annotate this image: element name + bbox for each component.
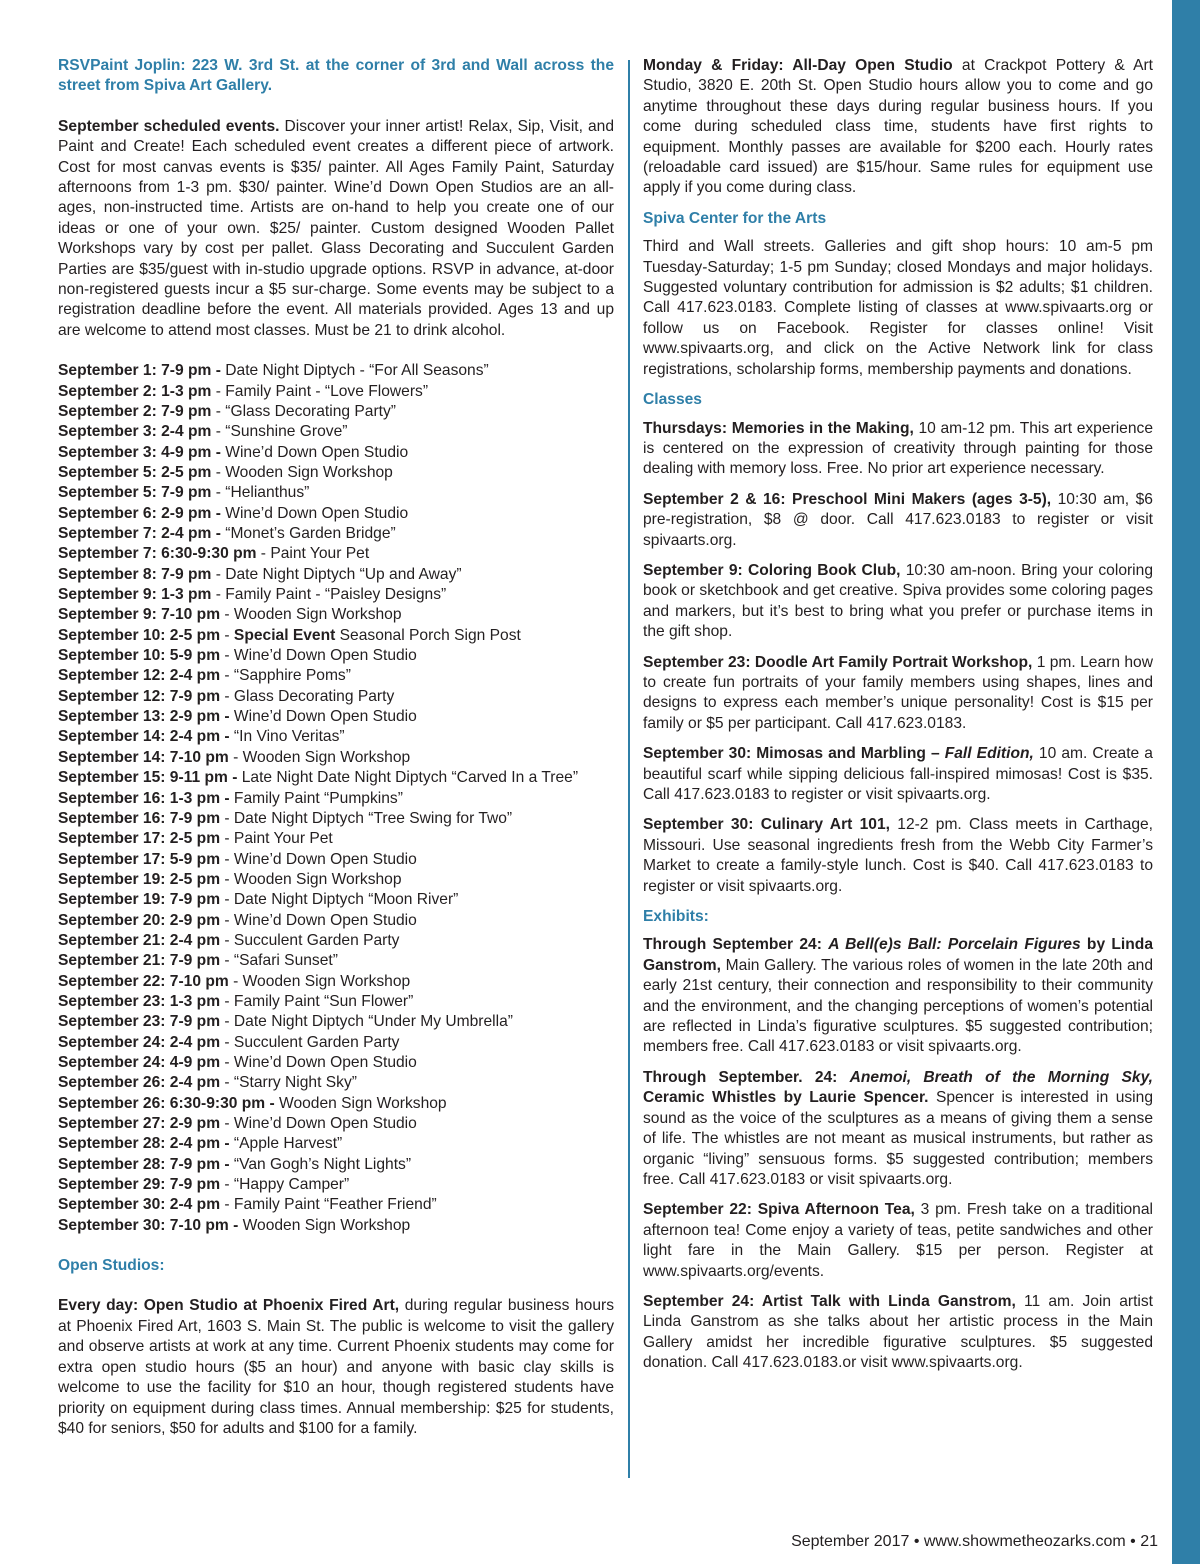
- schedule-desc: Late Night Date Night Diptych “Carved In a Tree”: [237, 769, 579, 787]
- schedule-item: [58, 585, 614, 605]
- exhibit-entry-text: 11 am. Join artist Linda Ganstrom as she talks about her artistic process in the Main Gallery amidst her incredible figurative sculptures. $5 suggested donation. Call 417.623.0183.or visit www.spivaarts.org.: [643, 1292, 1153, 1372]
- schedule-desc: - Family Paint “Sun Flower”: [220, 992, 414, 1010]
- schedule-date: September 7: 2-4 pm -: [58, 525, 221, 543]
- schedule-date: September 24: 2-4 pm: [58, 1033, 221, 1051]
- schedule-item: [58, 483, 614, 503]
- schedule-desc: “Monet’s Garden Bridge”: [220, 525, 396, 543]
- schedule-desc: “Van Gogh’s Night Lights”: [229, 1155, 412, 1173]
- schedule-desc: - Succulent Garden Party: [220, 931, 400, 949]
- schedule-item: [58, 1134, 614, 1154]
- schedule-date: September 17: 2-5 pm: [58, 830, 221, 848]
- schedule-item: [58, 463, 614, 483]
- schedule-date: September 3: 4-9 pm -: [58, 443, 221, 461]
- schedule-desc: - Wine’d Down Open Studio: [220, 850, 417, 868]
- class-entry-lead-italic: Fall Edition,: [944, 745, 1034, 763]
- schedule-date: September 20: 2-9 pm: [58, 911, 221, 929]
- schedule-item: [58, 605, 614, 625]
- schedule-date: September 12: 2-4 pm: [58, 667, 221, 685]
- schedule-item: [58, 809, 614, 829]
- class-entry-text: 10 am. Create a beautiful scarf while sipping delicious fall-inspired mimosas! Cost is $35. Call 417.623.0183 to register or visit spivaarts.org.: [643, 745, 1153, 803]
- schedule-desc: - Wooden Sign Workshop: [220, 870, 402, 888]
- intro-paragraph: [58, 117, 614, 341]
- exhibit-entry-text: Spencer is interested in using sound as the voice of the sculptures as a means of giving them a sense of life. The whistles are not meant as musical instruments, but rather as organic “living” sensuous forms. $5 suggested contribution; members free. Call 417.623.0183 or visit spivaarts.org.: [643, 1089, 1153, 1188]
- schedule-item: [58, 951, 614, 971]
- schedule-desc: “In Vino Veritas”: [229, 728, 345, 746]
- schedule-desc: - Wine’d Down Open Studio: [220, 1115, 417, 1132]
- exhibit-entry-lead: Through September. 24:: [643, 1068, 850, 1086]
- schedule-desc: Family Paint “Pumpkins”: [229, 789, 403, 807]
- schedule-date: September 14: 2-4 pm -: [58, 728, 230, 746]
- schedule-desc-bold: Special Event: [233, 626, 336, 644]
- schedule-desc: “Apple Harvest”: [229, 1135, 343, 1153]
- exhibit-entry: [643, 1292, 1153, 1374]
- intro-lead: September scheduled events.: [58, 117, 280, 135]
- schedule-item: [58, 382, 614, 402]
- page-footer: September 2017 • www.showmetheozarks.com • 21: [791, 1533, 1158, 1550]
- column-divider: [628, 60, 630, 1478]
- right-column: [643, 56, 1153, 1384]
- exhibits-list: [643, 935, 1153, 1373]
- schedule-item: [58, 1195, 614, 1215]
- schedule-desc: Wine’d Down Open Studio: [229, 708, 417, 726]
- schedule-item: [58, 870, 614, 890]
- schedule-item: [58, 850, 614, 870]
- spiva-paragraph: Third and Wall streets. Galleries and gift shop hours: 10 am-5 pm Tuesday-Saturday; 1-5 pm Sunday; closed Mondays and major holidays. Suggested voluntary contribution for admission is $2 adults; $1 children. Call 417.623.0183. Complete listing of classes at www.spivaarts.org or follow us on Facebook. Register for classes online! Visit www.spivaarts.org, and click on the Active Network link for class registrations, scholarship forms, membership payments and donations.: [643, 238, 1153, 378]
- schedule-date: September 9: 7-10 pm: [58, 606, 221, 624]
- schedule-item: [58, 768, 614, 788]
- schedule-desc: - Glass Decorating Party: [220, 687, 395, 705]
- schedule-date: September 16: 7-9 pm: [58, 809, 221, 827]
- class-entry-text: 10:30 am-noon. Bring your coloring book or sketchbook and get creative. Spiva provides some coloring pages and markers, but it’s best to bring what you prefer or purchase items in the gift shop.: [643, 561, 1153, 641]
- schedule-item: [58, 748, 614, 768]
- crackpot-text: at Crackpot Pottery & Art Studio, 3820 E. 20th St. Open Studio hours allow you to come and go anytime throughout these days during regular business hours. If you come during scheduled class time, students have first rights to equipment. Monthly passes are available for $200 each. Hourly rates (reloadable card issued) are $15/hour. Same rules for equipment use apply if you come during class.: [643, 57, 1154, 197]
- schedule-item: [58, 727, 614, 747]
- exhibit-entry-lead-cont: by Linda Ganstrom,: [643, 936, 1153, 974]
- crackpot-paragraph: [643, 56, 1153, 199]
- class-entry-text: 10 am-12 pm. This art experience is centered on the expression of creativity through painting for those dealing with memory loss. Free. No prior art experience necessary.: [643, 419, 1153, 478]
- exhibit-entry-lead-italic: A Bell(e)s Ball: Porcelain Figures: [828, 936, 1081, 954]
- exhibit-entry-lead-cont: Ceramic Whistles by Laurie Spencer.: [643, 1089, 929, 1107]
- exhibit-entry: [643, 1200, 1153, 1282]
- schedule-item: [58, 1033, 614, 1053]
- schedule-date: September 3: 2-4 pm: [58, 423, 212, 441]
- schedule-date: September 26: 6:30-9:30 pm -: [58, 1094, 275, 1112]
- schedule-item: [58, 402, 614, 422]
- schedule-item: [58, 1175, 614, 1195]
- schedule-desc: - Date Night Diptych “Tree Swing for Two”: [220, 809, 513, 827]
- schedule-desc: - Date Night Diptych “Under My Umbrella”: [220, 1013, 513, 1031]
- schedule-date: September 9: 1-3 pm: [58, 586, 212, 604]
- class-entry: [643, 653, 1153, 735]
- schedule-desc: - Wooden Sign Workshop: [220, 606, 402, 624]
- schedule-item: [58, 361, 614, 381]
- schedule-item: [58, 1012, 614, 1032]
- schedule-date: September 15: 9-11 pm -: [58, 769, 238, 787]
- schedule-item: [58, 422, 614, 442]
- schedule-date: September 17: 5-9 pm: [58, 850, 221, 868]
- schedule-item: [58, 646, 614, 666]
- schedule-date: September 24: 4-9 pm: [58, 1053, 221, 1071]
- intro-text: Discover your inner artist! Relax, Sip, Visit, and Paint and Create! Each scheduled event creates a different piece of artwork. Cost for most canvas events is $35/ painter. All Ages Family Paint, Saturday afternoons from 1-3 pm. $30/ painter. Wine’d Down Open Studios are an all-ages, non-instructed time. Artists are on-hand to help you create one of our ideas or one of your own. $25/ painter. Custom designed Wooden Pallet Workshops vary by cost per pallet. Glass Decorating and Succulent Garden Parties are $35/guest with in-studio upgrade options. RSVP in advance, at-door non-registered guests incur a $5 sur-charge. Some events may be subject to a registration deadline before the event. All materials provided. Ages 13 and up are welcome to attend most classes. Must be 21 to drink alcohol.: [58, 117, 615, 339]
- class-entry-text: 12-2 pm. Class meets in Carthage, Missouri. Use seasonal ingredients fresh from the Webb City Farmer’s Market to create a family-style lunch. Cost is $40. Call 417.623.0183 to register or visit spivaarts.org.: [643, 816, 1153, 895]
- schedule-date: September 27: 2-9 pm: [58, 1115, 221, 1132]
- schedule-desc: Date Night Diptych - “For All Seasons”: [220, 362, 489, 380]
- schedule-item: [58, 1155, 614, 1175]
- schedule-date: September 2: 1-3 pm: [58, 382, 212, 400]
- phoenix-text: during regular business hours at Phoenix Fired Art, 1603 S. Main St. The public is welcome to visit the gallery and observe artists at work at any time. Current Phoenix students may come for extra open studio hours ($5 an hour) and anyone with basic clay skills is welcome to use the facility for $10 an hour, though registered students have priority on equipment during class times. Annual membership: $25 for students, $40 for seniors, $50 for adults and $100 for a family.: [58, 1297, 614, 1437]
- schedule-date: September 6: 2-9 pm -: [58, 504, 221, 522]
- exhibit-entry-lead: Through September 24:: [643, 936, 829, 954]
- schedule-desc: - Family Paint - “Paisley Designs”: [211, 586, 447, 604]
- schedule-item: [58, 789, 614, 809]
- left-column: [58, 56, 614, 1439]
- schedule-desc: Wine’d Down Open Studio: [220, 443, 409, 461]
- schedule-date: September 8: 7-9 pm: [58, 565, 212, 583]
- phoenix-paragraph: [58, 1296, 614, 1439]
- schedule-date: September 21: 7-9 pm: [58, 952, 221, 970]
- schedule-date: September 26: 2-4 pm: [58, 1074, 221, 1092]
- schedule-item: [58, 1114, 614, 1134]
- schedule-date: September 29: 7-9 pm: [58, 1176, 221, 1194]
- schedule-desc: - Family Paint “Feather Friend”: [220, 1196, 437, 1214]
- class-entry-lead: September 30: Culinary Art 101,: [643, 816, 890, 834]
- class-entry: [643, 744, 1153, 805]
- schedule-desc: - “Starry Night Sky”: [220, 1074, 357, 1092]
- schedule-item: [58, 544, 614, 564]
- schedule-desc: - Wooden Sign Workshop: [228, 972, 411, 990]
- schedule-item: [58, 911, 614, 931]
- schedule-desc: - Wine’d Down Open Studio: [220, 911, 417, 929]
- schedule-item: [58, 443, 614, 463]
- schedule-desc: - Date Night Diptych “Moon River”: [220, 891, 459, 909]
- schedule-date: September 5: 2-5 pm: [58, 464, 212, 481]
- schedule-desc: -: [220, 626, 234, 644]
- schedule-desc: - Wooden Sign Workshop: [211, 464, 393, 481]
- schedule-desc: - Wooden Sign Workshop: [228, 748, 411, 766]
- class-entry-lead: September 23: Doodle Art Family Portrait Workshop,: [643, 653, 1033, 671]
- exhibit-entry-lead: September 22: Spiva Afternoon Tea,: [643, 1201, 915, 1219]
- schedule-date: September 1: 7-9 pm -: [58, 362, 221, 380]
- schedule-item: [58, 687, 614, 707]
- side-color-band: [1172, 0, 1200, 1564]
- schedule-desc: - Succulent Garden Party: [220, 1033, 400, 1051]
- venue-heading: RSVPaint Joplin: 223 W. 3rd St. at the corner of 3rd and Wall across the street from Spiva Art Gallery.: [58, 57, 614, 95]
- class-entry-lead: September 2 & 16: Preschool Mini Makers (ages 3-5),: [643, 490, 1052, 508]
- schedule-item: [58, 1053, 614, 1073]
- crackpot-lead: Monday & Friday: All-Day Open Studio: [643, 57, 953, 74]
- exhibit-entry-text: Main Gallery. The various roles of women in the late 20th and early 21st century, their connection and responsibility to their community and the environment, and the changing perceptions of women’s potential are reflected in Linda’s figurative sculptures. $5 suggested contribution; members free. Call 417.623.0183 or visit spivaarts.org.: [643, 956, 1153, 1056]
- schedule-desc: Wooden Sign Workshop: [238, 1216, 411, 1234]
- schedule-date: September 19: 2-5 pm: [58, 870, 221, 888]
- schedule-list: [58, 361, 614, 1236]
- schedule-date: September 30: 7-10 pm -: [58, 1216, 239, 1234]
- schedule-item: [58, 524, 614, 544]
- exhibit-entry-lead-italic: Anemoi, Breath of the Morning Sky,: [849, 1068, 1153, 1086]
- classes-heading: Classes: [643, 391, 702, 409]
- schedule-desc: - “Helianthus”: [211, 484, 310, 502]
- schedule-item: [58, 626, 614, 646]
- schedule-date: September 10: 2-5 pm: [58, 626, 221, 644]
- schedule-date: September 13: 2-9 pm -: [58, 708, 230, 726]
- schedule-date: September 28: 7-9 pm -: [58, 1155, 230, 1173]
- schedule-date: September 7: 6:30-9:30 pm: [58, 545, 257, 563]
- class-entry-text: 1 pm. Learn how to create fun portraits of your family members using shapes, lines and designs to express each member’s unique personality! Cost is $15 per family or $5 per participant. Call 417.623.0183.: [643, 653, 1153, 732]
- class-entry-text: 10:30 am, $6 pre-registration, $8 @ door. Call 417.623.0183 to register or visit spivaarts.org.: [643, 490, 1153, 549]
- class-entry-lead: Thursdays: Memories in the Making,: [643, 419, 914, 437]
- class-entry: [643, 490, 1153, 551]
- spiva-heading: Spiva Center for the Arts: [643, 209, 827, 227]
- schedule-date: September 14: 7-10 pm: [58, 748, 229, 766]
- schedule-date: September 30: 2-4 pm: [58, 1196, 221, 1214]
- schedule-item: [58, 1216, 614, 1236]
- schedule-date: September 28: 2-4 pm -: [58, 1135, 230, 1153]
- schedule-item: [58, 707, 614, 727]
- schedule-item: [58, 931, 614, 951]
- schedule-item: [58, 972, 614, 992]
- schedule-date: September 2: 7-9 pm: [58, 402, 212, 420]
- schedule-date: September 12: 7-9 pm: [58, 687, 221, 705]
- schedule-item: [58, 1073, 614, 1093]
- schedule-item: [58, 565, 614, 585]
- schedule-date: September 5: 7-9 pm: [58, 484, 212, 502]
- exhibits-heading: Exhibits:: [643, 908, 709, 926]
- schedule-item: [58, 1094, 614, 1114]
- schedule-desc: - “Safari Sunset”: [220, 952, 338, 970]
- class-entry: [643, 815, 1153, 897]
- exhibit-entry-text: 3 pm. Fresh take on a traditional afternoon tea! Come enjoy a variety of teas, petite sandwiches and other light fare in the Main Gallery. $15 per person. Register at www.spivaarts.org/events.: [643, 1201, 1153, 1280]
- schedule-date: September 23: 1-3 pm: [58, 992, 221, 1010]
- class-entry-lead: September 30: Mimosas and Marbling –: [643, 745, 945, 763]
- schedule-desc: - Family Paint - “Love Flowers”: [211, 382, 429, 400]
- exhibit-entry-lead: September 24: Artist Talk with Linda Ganstrom,: [643, 1292, 1016, 1310]
- class-entry: [643, 419, 1153, 480]
- schedule-desc: - “Happy Camper”: [220, 1176, 350, 1194]
- schedule-desc: Wooden Sign Workshop: [274, 1094, 447, 1112]
- schedule-desc: - “Glass Decorating Party”: [211, 402, 396, 420]
- schedule-item: [58, 992, 614, 1012]
- exhibit-entry: [643, 1068, 1153, 1190]
- class-entry: [643, 561, 1153, 643]
- schedule-desc: - Date Night Diptych “Up and Away”: [211, 565, 462, 583]
- schedule-date: September 23: 7-9 pm: [58, 1013, 221, 1031]
- schedule-date: September 16: 1-3 pm -: [58, 789, 230, 807]
- schedule-item: [58, 890, 614, 910]
- schedule-desc: Seasonal Porch Sign Post: [335, 626, 521, 644]
- schedule-desc: - Paint Your Pet: [220, 830, 333, 848]
- schedule-desc: - Paint Your Pet: [256, 545, 370, 563]
- schedule-date: September 21: 2-4 pm: [58, 931, 221, 949]
- schedule-desc: - Wine’d Down Open Studio: [220, 647, 417, 665]
- classes-list: [643, 419, 1153, 898]
- schedule-item: [58, 829, 614, 849]
- schedule-item: [58, 666, 614, 686]
- open-studios-heading: Open Studios:: [58, 1257, 165, 1275]
- schedule-desc: Wine’d Down Open Studio: [220, 504, 409, 522]
- schedule-date: September 19: 7-9 pm: [58, 891, 221, 909]
- phoenix-lead: Every day: Open Studio at Phoenix Fired Art,: [58, 1297, 400, 1315]
- exhibit-entry: [643, 935, 1153, 1057]
- class-entry-lead: September 9: Coloring Book Club,: [643, 561, 901, 579]
- schedule-date: September 22: 7-10 pm: [58, 972, 229, 990]
- schedule-desc: - Wine’d Down Open Studio: [220, 1053, 417, 1071]
- schedule-desc: - “Sunshine Grove”: [211, 423, 348, 441]
- schedule-item: [58, 504, 614, 524]
- schedule-desc: - “Sapphire Poms”: [220, 667, 351, 685]
- schedule-date: September 10: 5-9 pm: [58, 647, 221, 665]
